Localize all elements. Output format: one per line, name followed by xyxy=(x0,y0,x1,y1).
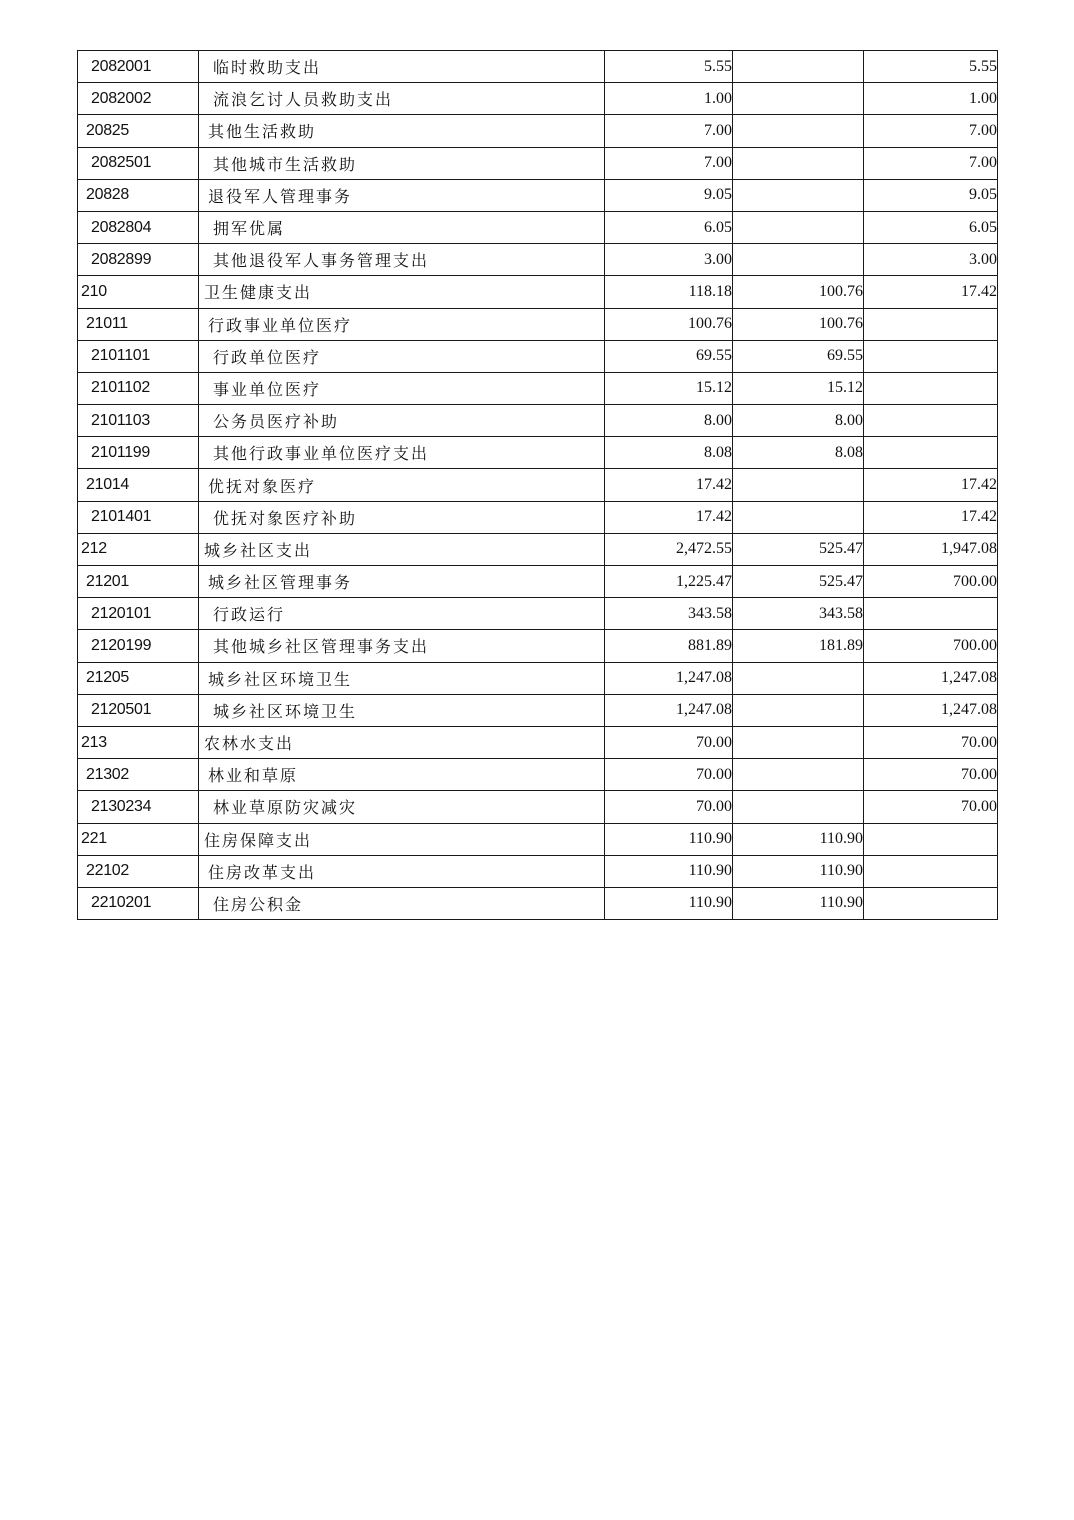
subject-name-cell: 事业单位医疗 xyxy=(199,372,605,404)
project-expenditure-cell xyxy=(864,598,998,630)
subject-code-cell: 2210201 xyxy=(78,887,199,919)
table-row xyxy=(78,630,998,662)
table-body xyxy=(78,51,998,920)
basic-expenditure-cell xyxy=(733,662,864,694)
table-row xyxy=(78,276,998,308)
basic-expenditure-cell xyxy=(733,726,864,758)
subject-code-cell: 212 xyxy=(78,533,199,565)
subject-name-cell: 行政单位医疗 xyxy=(199,340,605,372)
project-expenditure-cell: 3.00 xyxy=(864,244,998,276)
subject-name-cell: 优抚对象医疗 xyxy=(199,469,605,501)
subject-code-cell: 21302 xyxy=(78,759,199,791)
subject-name-cell: 城乡社区管理事务 xyxy=(199,566,605,598)
subject-name-cell: 林业草原防灾减灾 xyxy=(199,791,605,823)
total-amount-cell: 881.89 xyxy=(605,630,733,662)
total-amount-cell: 5.55 xyxy=(605,51,733,83)
table-row xyxy=(78,340,998,372)
basic-expenditure-cell xyxy=(733,759,864,791)
table-row xyxy=(78,211,998,243)
subject-code-cell: 210 xyxy=(78,276,199,308)
subject-code-cell: 20828 xyxy=(78,179,199,211)
total-amount-cell: 110.90 xyxy=(605,823,733,855)
basic-expenditure-cell xyxy=(733,115,864,147)
project-expenditure-cell: 700.00 xyxy=(864,566,998,598)
project-expenditure-cell xyxy=(864,308,998,340)
subject-name-cell: 临时救助支出 xyxy=(199,51,605,83)
basic-expenditure-cell: 110.90 xyxy=(733,887,864,919)
basic-expenditure-cell xyxy=(733,469,864,501)
subject-name-cell: 其他生活救助 xyxy=(199,115,605,147)
subject-code-cell: 2082001 xyxy=(78,51,199,83)
table-row xyxy=(78,405,998,437)
basic-expenditure-cell: 110.90 xyxy=(733,855,864,887)
subject-code-cell: 2120101 xyxy=(78,598,199,630)
subject-code-cell: 2101101 xyxy=(78,340,199,372)
basic-expenditure-cell: 69.55 xyxy=(733,340,864,372)
project-expenditure-cell: 5.55 xyxy=(864,51,998,83)
table-row xyxy=(78,566,998,598)
subject-name-cell: 其他城市生活救助 xyxy=(199,147,605,179)
project-expenditure-cell: 70.00 xyxy=(864,726,998,758)
total-amount-cell: 69.55 xyxy=(605,340,733,372)
total-amount-cell: 1,225.47 xyxy=(605,566,733,598)
subject-name-cell: 卫生健康支出 xyxy=(199,276,605,308)
subject-name-cell: 其他行政事业单位医疗支出 xyxy=(199,437,605,469)
subject-name-cell: 住房改革支出 xyxy=(199,855,605,887)
table-row xyxy=(78,308,998,340)
project-expenditure-cell: 7.00 xyxy=(864,115,998,147)
total-amount-cell: 1.00 xyxy=(605,83,733,115)
table-row xyxy=(78,533,998,565)
total-amount-cell: 110.90 xyxy=(605,855,733,887)
subject-code-cell: 2082804 xyxy=(78,211,199,243)
project-expenditure-cell: 70.00 xyxy=(864,759,998,791)
table-row xyxy=(78,437,998,469)
total-amount-cell: 7.00 xyxy=(605,115,733,147)
subject-code-cell: 21201 xyxy=(78,566,199,598)
subject-name-cell: 公务员医疗补助 xyxy=(199,405,605,437)
basic-expenditure-cell: 100.76 xyxy=(733,308,864,340)
subject-code-cell: 2082501 xyxy=(78,147,199,179)
subject-code-cell: 221 xyxy=(78,823,199,855)
subject-name-cell: 林业和草原 xyxy=(199,759,605,791)
table-row xyxy=(78,147,998,179)
total-amount-cell: 1,247.08 xyxy=(605,694,733,726)
subject-code-cell: 21205 xyxy=(78,662,199,694)
subject-name-cell: 农林水支出 xyxy=(199,726,605,758)
project-expenditure-cell xyxy=(864,823,998,855)
subject-name-cell: 其他城乡社区管理事务支出 xyxy=(199,630,605,662)
subject-name-cell: 城乡社区环境卫生 xyxy=(199,694,605,726)
project-expenditure-cell: 9.05 xyxy=(864,179,998,211)
subject-code-cell: 21011 xyxy=(78,308,199,340)
table-row xyxy=(78,83,998,115)
total-amount-cell: 70.00 xyxy=(605,726,733,758)
table-row xyxy=(78,598,998,630)
subject-name-cell: 拥军优属 xyxy=(199,211,605,243)
total-amount-cell: 70.00 xyxy=(605,759,733,791)
basic-expenditure-cell xyxy=(733,51,864,83)
total-amount-cell: 343.58 xyxy=(605,598,733,630)
subject-code-cell: 2101102 xyxy=(78,372,199,404)
table-row xyxy=(78,244,998,276)
subject-name-cell: 城乡社区支出 xyxy=(199,533,605,565)
project-expenditure-cell: 700.00 xyxy=(864,630,998,662)
project-expenditure-cell: 17.42 xyxy=(864,501,998,533)
basic-expenditure-cell xyxy=(733,244,864,276)
table-row xyxy=(78,115,998,147)
basic-expenditure-cell: 525.47 xyxy=(733,566,864,598)
total-amount-cell: 17.42 xyxy=(605,501,733,533)
table-row xyxy=(78,694,998,726)
subject-name-cell: 其他退役军人事务管理支出 xyxy=(199,244,605,276)
table-row xyxy=(78,51,998,83)
subject-name-cell: 住房保障支出 xyxy=(199,823,605,855)
total-amount-cell: 8.08 xyxy=(605,437,733,469)
table-row xyxy=(78,372,998,404)
subject-code-cell: 20825 xyxy=(78,115,199,147)
basic-expenditure-cell xyxy=(733,501,864,533)
subject-name-cell: 城乡社区环境卫生 xyxy=(199,662,605,694)
basic-expenditure-cell xyxy=(733,694,864,726)
basic-expenditure-cell: 525.47 xyxy=(733,533,864,565)
project-expenditure-cell xyxy=(864,887,998,919)
table-row xyxy=(78,662,998,694)
basic-expenditure-cell: 8.00 xyxy=(733,405,864,437)
project-expenditure-cell xyxy=(864,437,998,469)
basic-expenditure-cell xyxy=(733,147,864,179)
subject-code-cell: 2120501 xyxy=(78,694,199,726)
project-expenditure-cell: 1.00 xyxy=(864,83,998,115)
total-amount-cell: 17.42 xyxy=(605,469,733,501)
total-amount-cell: 118.18 xyxy=(605,276,733,308)
subject-code-cell: 2082899 xyxy=(78,244,199,276)
project-expenditure-cell: 1,247.08 xyxy=(864,662,998,694)
subject-code-cell: 22102 xyxy=(78,855,199,887)
total-amount-cell: 7.00 xyxy=(605,147,733,179)
basic-expenditure-cell xyxy=(733,211,864,243)
subject-code-cell: 2101401 xyxy=(78,501,199,533)
subject-name-cell: 住房公积金 xyxy=(199,887,605,919)
table-row xyxy=(78,759,998,791)
subject-code-cell: 2120199 xyxy=(78,630,199,662)
total-amount-cell: 9.05 xyxy=(605,179,733,211)
basic-expenditure-cell xyxy=(733,83,864,115)
basic-expenditure-cell: 100.76 xyxy=(733,276,864,308)
basic-expenditure-cell: 15.12 xyxy=(733,372,864,404)
table-row xyxy=(78,887,998,919)
total-amount-cell: 2,472.55 xyxy=(605,533,733,565)
table-row xyxy=(78,791,998,823)
project-expenditure-cell: 6.05 xyxy=(864,211,998,243)
subject-name-cell: 退役军人管理事务 xyxy=(199,179,605,211)
total-amount-cell: 1,247.08 xyxy=(605,662,733,694)
project-expenditure-cell: 70.00 xyxy=(864,791,998,823)
table-row xyxy=(78,726,998,758)
total-amount-cell: 100.76 xyxy=(605,308,733,340)
subject-code-cell: 213 xyxy=(78,726,199,758)
basic-expenditure-cell xyxy=(733,179,864,211)
table-row xyxy=(78,823,998,855)
basic-expenditure-cell: 181.89 xyxy=(733,630,864,662)
project-expenditure-cell: 1,947.08 xyxy=(864,533,998,565)
total-amount-cell: 70.00 xyxy=(605,791,733,823)
total-amount-cell: 6.05 xyxy=(605,211,733,243)
table-row xyxy=(78,501,998,533)
subject-name-cell: 行政事业单位医疗 xyxy=(199,308,605,340)
project-expenditure-cell: 17.42 xyxy=(864,276,998,308)
subject-code-cell: 2130234 xyxy=(78,791,199,823)
basic-expenditure-cell: 110.90 xyxy=(733,823,864,855)
subject-code-cell: 2101199 xyxy=(78,437,199,469)
project-expenditure-cell: 1,247.08 xyxy=(864,694,998,726)
subject-code-cell: 2082002 xyxy=(78,83,199,115)
project-expenditure-cell xyxy=(864,855,998,887)
subject-name-cell: 优抚对象医疗补助 xyxy=(199,501,605,533)
table-row xyxy=(78,469,998,501)
total-amount-cell: 15.12 xyxy=(605,372,733,404)
project-expenditure-cell: 17.42 xyxy=(864,469,998,501)
project-expenditure-cell xyxy=(864,340,998,372)
subject-name-cell: 行政运行 xyxy=(199,598,605,630)
basic-expenditure-cell: 343.58 xyxy=(733,598,864,630)
table-row xyxy=(78,179,998,211)
total-amount-cell: 110.90 xyxy=(605,887,733,919)
project-expenditure-cell xyxy=(864,405,998,437)
table-row xyxy=(78,855,998,887)
subject-code-cell: 2101103 xyxy=(78,405,199,437)
basic-expenditure-cell: 8.08 xyxy=(733,437,864,469)
basic-expenditure-cell xyxy=(733,791,864,823)
subject-name-cell: 流浪乞讨人员救助支出 xyxy=(199,83,605,115)
total-amount-cell: 8.00 xyxy=(605,405,733,437)
project-expenditure-cell: 7.00 xyxy=(864,147,998,179)
subject-code-cell: 21014 xyxy=(78,469,199,501)
project-expenditure-cell xyxy=(864,372,998,404)
total-amount-cell: 3.00 xyxy=(605,244,733,276)
expenditure-table xyxy=(77,50,998,920)
